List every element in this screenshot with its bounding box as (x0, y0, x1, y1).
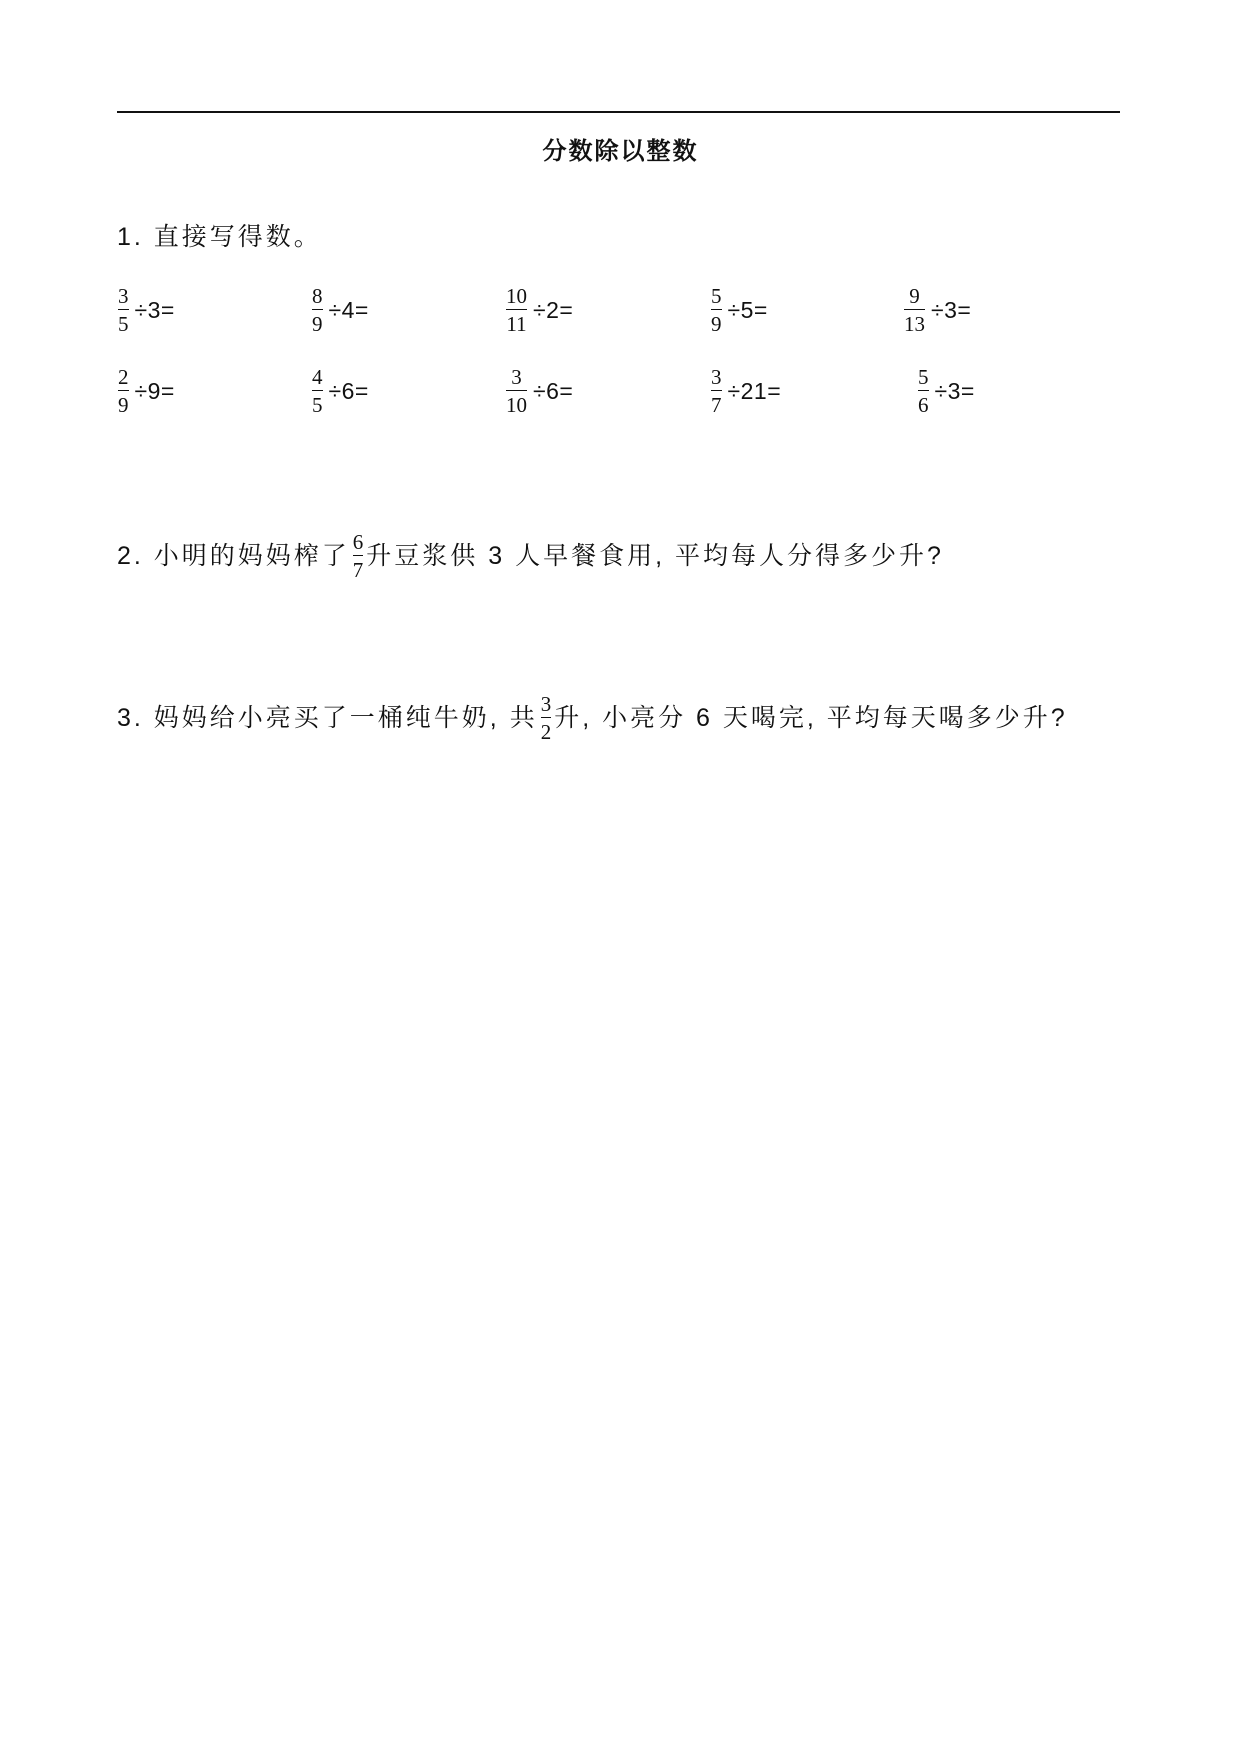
denominator: 6 (918, 393, 929, 418)
numerator: 5 (918, 365, 929, 389)
fraction (117, 285, 130, 335)
operation: ÷3= (934, 378, 975, 405)
fraction-bar (541, 717, 552, 718)
fraction (903, 285, 926, 335)
fraction (917, 366, 930, 416)
fraction (352, 531, 365, 581)
problem-5 (903, 285, 1103, 335)
problem-8 (505, 366, 710, 416)
problem-row-1 (117, 285, 1103, 335)
question-3-text-after: 升, 小亮分 6 天喝完, 平均每天喝多少升? (554, 704, 1068, 733)
fraction-bar (918, 390, 929, 391)
numerator: 3 (711, 365, 722, 389)
operation: ÷3= (134, 297, 175, 324)
denominator: 5 (312, 393, 323, 418)
problem-1 (117, 285, 311, 335)
fraction (540, 693, 553, 743)
problem-6 (117, 366, 311, 416)
denominator: 9 (711, 312, 722, 337)
fraction-bar (353, 555, 364, 556)
operation: ÷21= (727, 378, 782, 405)
problem-2 (311, 285, 505, 335)
denominator: 7 (352, 558, 364, 583)
problem-10 (903, 366, 1103, 416)
numerator: 8 (312, 284, 323, 308)
denominator: 9 (118, 393, 129, 418)
fraction-bar (118, 390, 129, 391)
question-3 (117, 693, 1068, 743)
question-3-text-before: 3. 妈妈给小亮买了一桶纯牛奶, 共 (117, 704, 538, 733)
numerator: 4 (312, 365, 323, 389)
fraction (710, 285, 723, 335)
fraction (505, 285, 528, 335)
fraction (311, 366, 324, 416)
page-title: 分数除以整数 (542, 138, 699, 165)
fraction-bar (711, 309, 722, 310)
question-2-text-after: 升豆浆供 3 人早餐食用, 平均每人分得多少升? (366, 542, 944, 571)
numerator: 9 (909, 284, 920, 308)
operation: ÷4= (328, 297, 369, 324)
question-2 (117, 531, 944, 581)
numerator: 5 (711, 284, 722, 308)
fraction-bar (506, 390, 527, 391)
operation: ÷2= (533, 297, 574, 324)
fraction-bar (711, 390, 722, 391)
fraction-bar (904, 309, 925, 310)
numerator: 3 (540, 692, 552, 716)
section-1-label: 1. 直接写得数。 (117, 223, 322, 251)
problem-7 (311, 366, 505, 416)
fraction (311, 285, 324, 335)
fraction-bar (312, 309, 323, 310)
header-rule (117, 111, 1120, 113)
denominator: 9 (312, 312, 323, 337)
numerator: 3 (511, 365, 522, 389)
denominator: 2 (540, 720, 552, 745)
numerator: 10 (506, 284, 527, 308)
numerator: 2 (118, 365, 129, 389)
fraction (505, 366, 528, 416)
denominator: 7 (711, 393, 722, 418)
fraction-bar (506, 309, 527, 310)
fraction-bar (312, 390, 323, 391)
operation: ÷5= (727, 297, 768, 324)
problem-9 (710, 366, 903, 416)
problem-row-2 (117, 366, 1103, 416)
numerator: 6 (352, 530, 364, 554)
problem-3 (505, 285, 710, 335)
denominator: 13 (904, 312, 925, 337)
problem-4 (710, 285, 903, 335)
denominator: 10 (506, 393, 527, 418)
denominator: 11 (506, 312, 527, 337)
fraction-bar (118, 309, 129, 310)
operation: ÷9= (134, 378, 175, 405)
denominator: 5 (118, 312, 129, 337)
question-2-text-before: 2. 小明的妈妈榨了 (117, 542, 350, 571)
operation: ÷3= (931, 297, 972, 324)
operation: ÷6= (533, 378, 574, 405)
numerator: 3 (118, 284, 129, 308)
fraction (710, 366, 723, 416)
operation: ÷6= (328, 378, 369, 405)
fraction (117, 366, 130, 416)
